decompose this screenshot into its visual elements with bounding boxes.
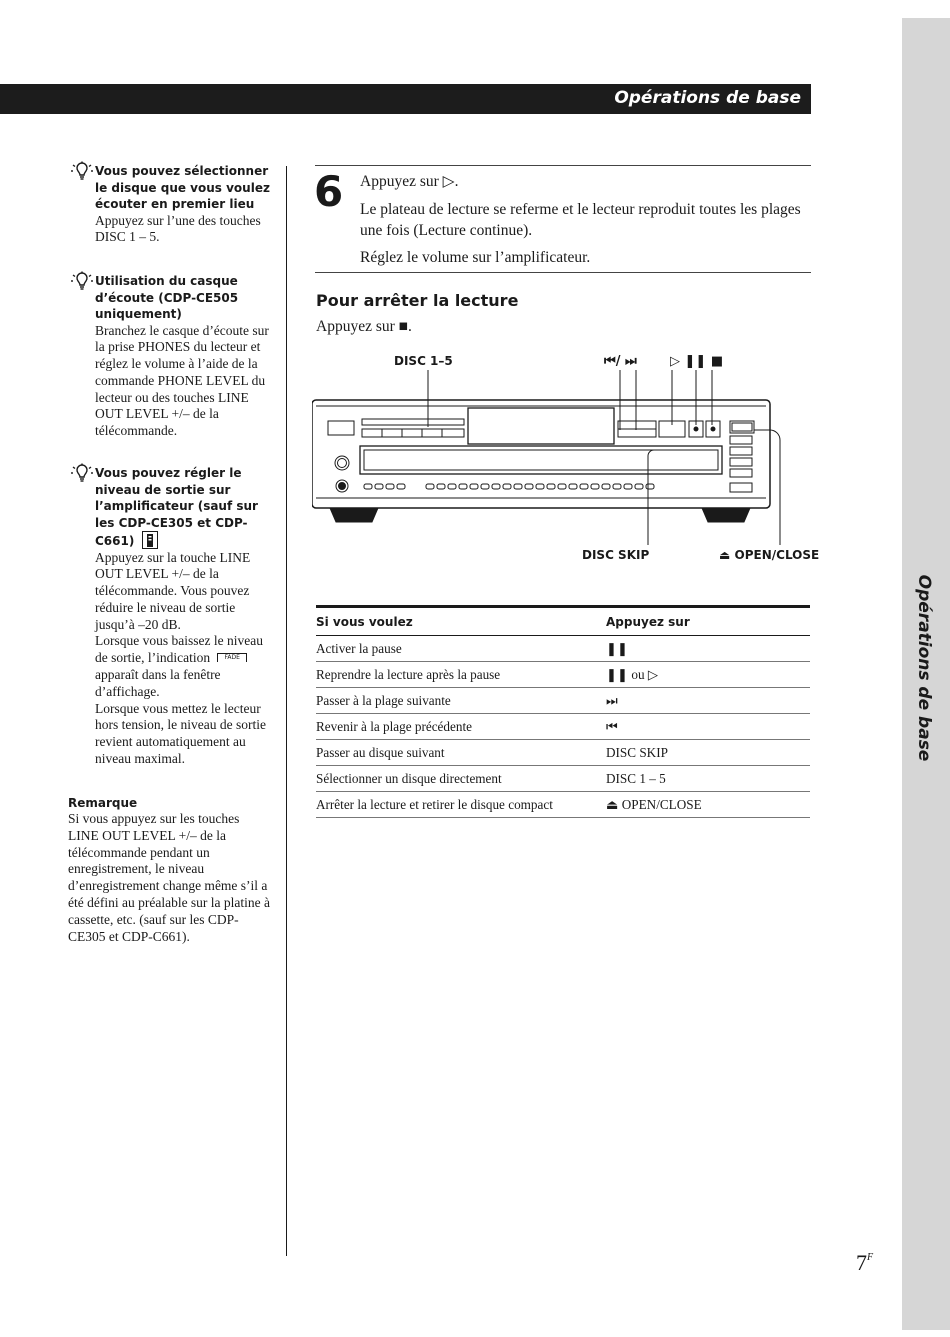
player-small-button xyxy=(602,484,610,489)
player-small-button xyxy=(448,484,456,489)
table-cell: ❚❚ ou ▷ xyxy=(606,662,810,688)
remark-title: Remarque xyxy=(68,796,138,810)
tip-body: Branchez le casque d’écoute sur la prise PHONES du lecteur et réglez le volume à l’aide de la commande PHONE LEVEL du lecteur ou des touches LINE OUT LEVEL +/– de la télécommande. xyxy=(95,322,269,439)
tip-bulb-icon xyxy=(70,271,94,295)
section-title: Opérations de base xyxy=(614,88,801,108)
player-small-button xyxy=(580,484,588,489)
remark xyxy=(68,795,273,945)
player-small-button xyxy=(481,484,489,489)
tip-select-disc xyxy=(68,163,273,246)
table-cell: Activer la pause xyxy=(316,636,606,662)
player-small-button xyxy=(569,484,577,489)
player-small-button xyxy=(470,484,478,489)
table-row xyxy=(316,740,810,766)
player-small-button xyxy=(646,484,654,489)
table-cell: Sélectionner un disque directement xyxy=(316,766,606,792)
player-small-button xyxy=(364,484,372,489)
tip-body-fade-after: apparaît dans la fenêtre d’affichage. xyxy=(95,667,221,699)
player-small-button xyxy=(375,484,383,489)
tip-body-fade-before: Lorsque vous baissez le niveau de sortie, l’indication xyxy=(95,633,263,666)
table-row xyxy=(316,688,810,714)
tip-title xyxy=(95,465,273,550)
step-volume-note: Réglez le volume sur l’amplificateur. xyxy=(360,249,591,266)
label-disc-buttons: DISC 1–5 xyxy=(394,354,453,368)
step-number: 6 xyxy=(314,167,344,216)
player-small-button xyxy=(536,484,544,489)
table-cell: Passer au disque suivant xyxy=(316,740,606,766)
tip-headphones xyxy=(68,273,273,440)
player-small-button xyxy=(426,484,434,489)
player-small-button xyxy=(492,484,500,489)
operations-table xyxy=(316,605,810,818)
table-cell: ⏭ xyxy=(606,688,810,714)
stop-instruction-end: . xyxy=(408,318,412,335)
player-small-button xyxy=(547,484,555,489)
table-header-row xyxy=(316,607,810,636)
player-small-button xyxy=(514,484,522,489)
table-row xyxy=(316,792,810,818)
table-cell: Passer à la plage suivante xyxy=(316,688,606,714)
table-cell: DISC SKIP xyxy=(606,740,810,766)
table-cell: Reprendre la lecture après la pause xyxy=(316,662,606,688)
table-row xyxy=(316,714,810,740)
tip-title-text: Vous pouvez régler le niveau de sortie sur l’amplificateur (sauf sur les CDP-CE305 et CDP-C661) xyxy=(95,466,258,548)
player-small-button xyxy=(386,484,394,489)
label-disc-skip: DISC SKIP xyxy=(582,548,650,562)
tip-title: Vous pouvez sélectionner le disque que vous voulez écouter en premier lieu xyxy=(95,164,270,211)
player-small-button xyxy=(437,484,445,489)
tip-output-level xyxy=(68,465,273,768)
label-open-close: ⏏ OPEN/CLOSE xyxy=(719,548,820,562)
stop-instruction xyxy=(316,318,412,336)
table-cell: DISC 1 – 5 xyxy=(606,766,810,792)
step-instruction-text: Appuyez sur xyxy=(360,173,439,190)
player-small-button xyxy=(525,484,533,489)
label-skip-buttons: ⏮/ ⏭ xyxy=(604,354,637,369)
step-instruction xyxy=(360,171,815,192)
tip-title: Utilisation du casque d’écoute (CDP-CE505 uniquement) xyxy=(95,274,239,321)
step-description: Le plateau de lecture se referme et le lecteur reproduit toutes les plages une fois (Lecture continue). xyxy=(360,201,801,239)
tip-body: Appuyez sur la touche LINE OUT LEVEL +/– de la télécommande. Vous pouvez réduire le niveau de sortie jusqu’à –20 dB. xyxy=(95,549,251,632)
stop-instruction-text: Appuyez sur xyxy=(316,318,395,335)
tip-body: Lorsque vous mettez le lecteur hors tension, le niveau de sortie revient automatiquement au niveau maximal. xyxy=(95,700,266,767)
player-small-button xyxy=(397,484,405,489)
cd-player-diagram xyxy=(312,350,820,570)
player-small-button xyxy=(624,484,632,489)
player-small-button xyxy=(635,484,643,489)
page-number-value: 7 xyxy=(856,1250,867,1275)
table-cell: Revenir à la plage précédente xyxy=(316,714,606,740)
side-tab-label: Opérations de base xyxy=(914,574,934,762)
step-rule xyxy=(315,272,811,273)
tip-body: Appuyez sur l’une des touches DISC 1 – 5. xyxy=(95,212,261,245)
table-header: Appuyez sur xyxy=(606,607,810,636)
stop-icon: ■ xyxy=(398,318,409,335)
table-cell: ⏮ xyxy=(606,714,810,740)
stop-heading: Pour arrêter la lecture xyxy=(316,291,519,310)
player-small-button xyxy=(503,484,511,489)
fade-indicator: FADE xyxy=(217,653,246,662)
player-small-button xyxy=(613,484,621,489)
player-small-button xyxy=(558,484,566,489)
table-cell: ❚❚ xyxy=(606,636,810,662)
tip-bulb-icon xyxy=(70,161,94,185)
step-rule xyxy=(315,165,811,166)
column-divider xyxy=(286,166,287,1256)
label-play-pause-stop: ▷ ❚❚ ■ xyxy=(670,354,724,369)
page-number xyxy=(856,1250,873,1276)
play-icon: ▷ xyxy=(442,173,455,190)
table-cell: ⏏ OPEN/CLOSE xyxy=(606,792,810,818)
player-small-button xyxy=(459,484,467,489)
section-header xyxy=(0,84,811,114)
tip-body-fade xyxy=(95,633,273,700)
cd-player-drawing xyxy=(312,350,792,545)
remote-control-icon xyxy=(142,531,158,549)
table-row xyxy=(316,766,810,792)
table-cell: Arrêter la lecture et retirer le disque compact xyxy=(316,792,606,818)
tip-bulb-icon xyxy=(70,463,94,487)
table-row xyxy=(316,636,810,662)
remark-body: Si vous appuyez sur les touches LINE OUT LEVEL +/– de la télécommande pendant un enregistrement, le niveau d’enregistrement change même s’il a été défini au préalable sur la platine à cassette, etc. (sauf sur les CDP-CE305 et CDP-C661). xyxy=(68,811,271,944)
page-number-suffix: F xyxy=(867,1252,874,1263)
step-instruction-end: . xyxy=(454,173,459,190)
player-small-button xyxy=(591,484,599,489)
table-row xyxy=(316,662,810,688)
table-header: Si vous voulez xyxy=(316,607,606,636)
